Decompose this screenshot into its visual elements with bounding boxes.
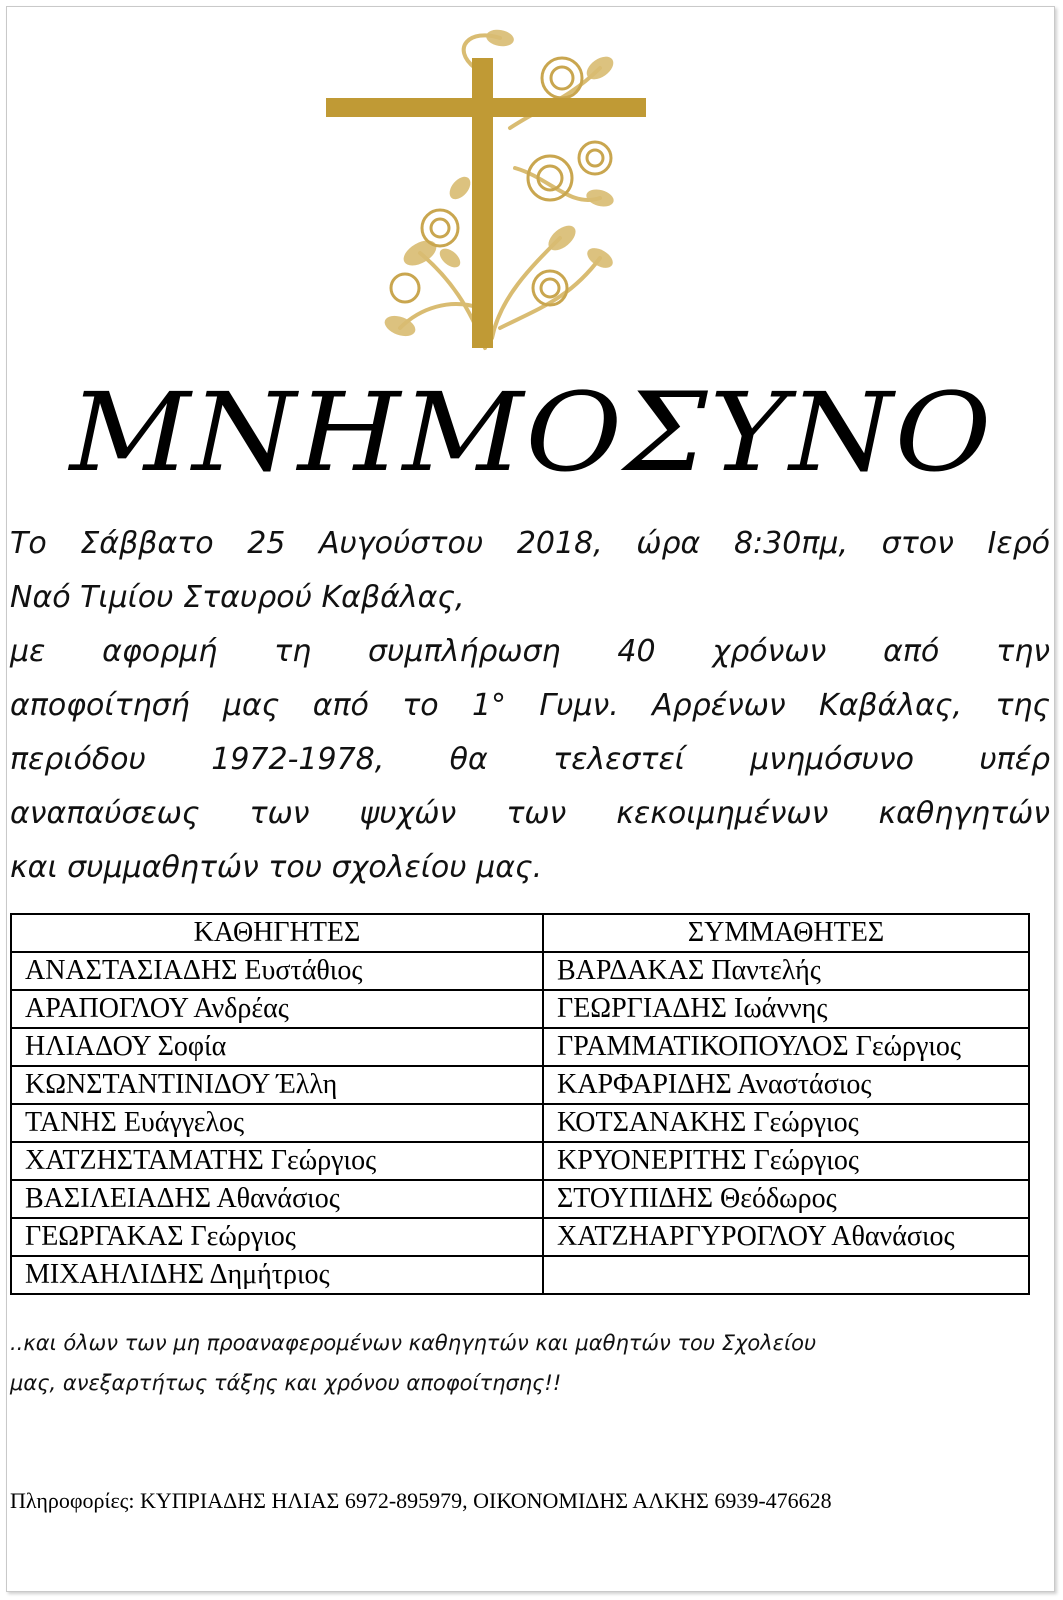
paragraph-line: αναπαύσεως των ψυχών των κεκοιμημένων καθηγητών [10,796,1050,831]
teacher-cell: ΤΑΝΗΣ Ευάγγελος [11,1104,543,1142]
paragraph-line: Το Σάββατο 25 Αυγούστου 2018, ώρα 8:30πμ, στον Ιερό [10,526,1050,561]
table-row [11,1066,1029,1104]
classmate-cell: ΚΟΤΣΑΝΑΚΗΣ Γεώργιος [543,1104,1029,1142]
teacher-cell: ΒΑΣΙΛΕΙΑΔΗΣ Αθανάσιος [11,1180,543,1218]
closing-note [10,1323,1050,1403]
paragraph-line: και συμμαθητών του σχολείου μας. [10,850,543,885]
classmate-cell: ΚΑΡΦΑΡΙΔΗΣ Αναστάσιος [543,1066,1029,1104]
table-row [11,1104,1029,1142]
classmate-cell [543,1256,1029,1294]
paragraph-line: περιόδου 1972-1978, θα τελεστεί μνημόσυνο υπέρ [10,742,1050,777]
classmate-cell: ΚΡΥΟΝΕΡΙΤΗΣ Γεώργιος [543,1142,1029,1180]
header-teachers: ΚΑΘΗΓΗΤΕΣ [11,914,543,952]
paragraph-line: Ναό Τιμίου Σταυρού Καβάλας, [10,580,465,615]
teacher-cell: ΓΕΩΡΓΑΚΑΣ Γεώργιος [11,1218,543,1256]
table-row [11,990,1029,1028]
teacher-cell: ΑΝΑΣΤΑΣΙΑΔΗΣ Ευστάθιος [11,952,543,990]
teacher-cell: ΧΑΤΖΗΣΤΑΜΑΤΗΣ Γεώργιος [11,1142,543,1180]
teacher-cell: ΚΩΝΣΤΑΝΤΙΝΙΔΟΥ Έλλη [11,1066,543,1104]
table-header-row [11,914,1029,952]
classmate-cell: ΣΤΟΥΠΙΔΗΣ Θεόδωρος [543,1180,1029,1218]
classmate-cell: ΓΕΩΡΓΙΑΔΗΣ Ιωάννης [543,990,1029,1028]
table-row [11,1256,1029,1294]
cross-with-roses-icon [300,8,750,368]
teacher-cell: ΜΙΧΑΗΛΙΔΗΣ Δημήτριος [11,1256,543,1294]
classmate-cell: ΒΑΡΔΑΚΑΣ Παντελής [543,952,1029,990]
teacher-cell: ΗΛΙΑΔΟΥ Σοφία [11,1028,543,1066]
table-row [11,1218,1029,1256]
closing-note-line: μας, ανεξαρτήτως τάξης και χρόνου αποφοίτησης!! [10,1371,562,1395]
announcement-paragraph [10,517,1050,895]
teacher-cell: ΑΡΑΠΟΓΛΟΥ Ανδρέας [11,990,543,1028]
table-row [11,1142,1029,1180]
names-table [10,913,1030,1295]
paragraph-line: αποφοίτησή μας από το 1° Γυμν. Αρρένων Καβάλας, της [10,688,1050,723]
closing-note-line: ..και όλων των μη προαναφερομένων καθηγητών και μαθητών του Σχολείου [10,1331,817,1355]
classmate-cell: ΧΑΤΖΗΑΡΓΥΡΟΓΛΟΥ Αθανάσιος [543,1218,1029,1256]
page-title: ΜΝΗΜΟΣΥΝΟ [69,368,994,496]
table-row [11,1180,1029,1218]
contact-info: Πληροφορίες: ΚΥΠΡΙΑΔΗΣ ΗΛΙΑΣ 6972-895979, ΟΙΚΟΝΟΜΙΔΗΣ ΑΛΚΗΣ 6939-476628 [10,1488,832,1513]
paragraph-line: με αφορμή τη συμπλήρωση 40 χρόνων από την [10,634,1050,669]
classmate-cell: ΓΡΑΜΜΑΤΙΚΟΠΟΥΛΟΣ Γεώργιος [543,1028,1029,1066]
table-row [11,1028,1029,1066]
table-row [11,952,1029,990]
header-classmates: ΣΥΜΜΑΘΗΤΕΣ [543,914,1029,952]
